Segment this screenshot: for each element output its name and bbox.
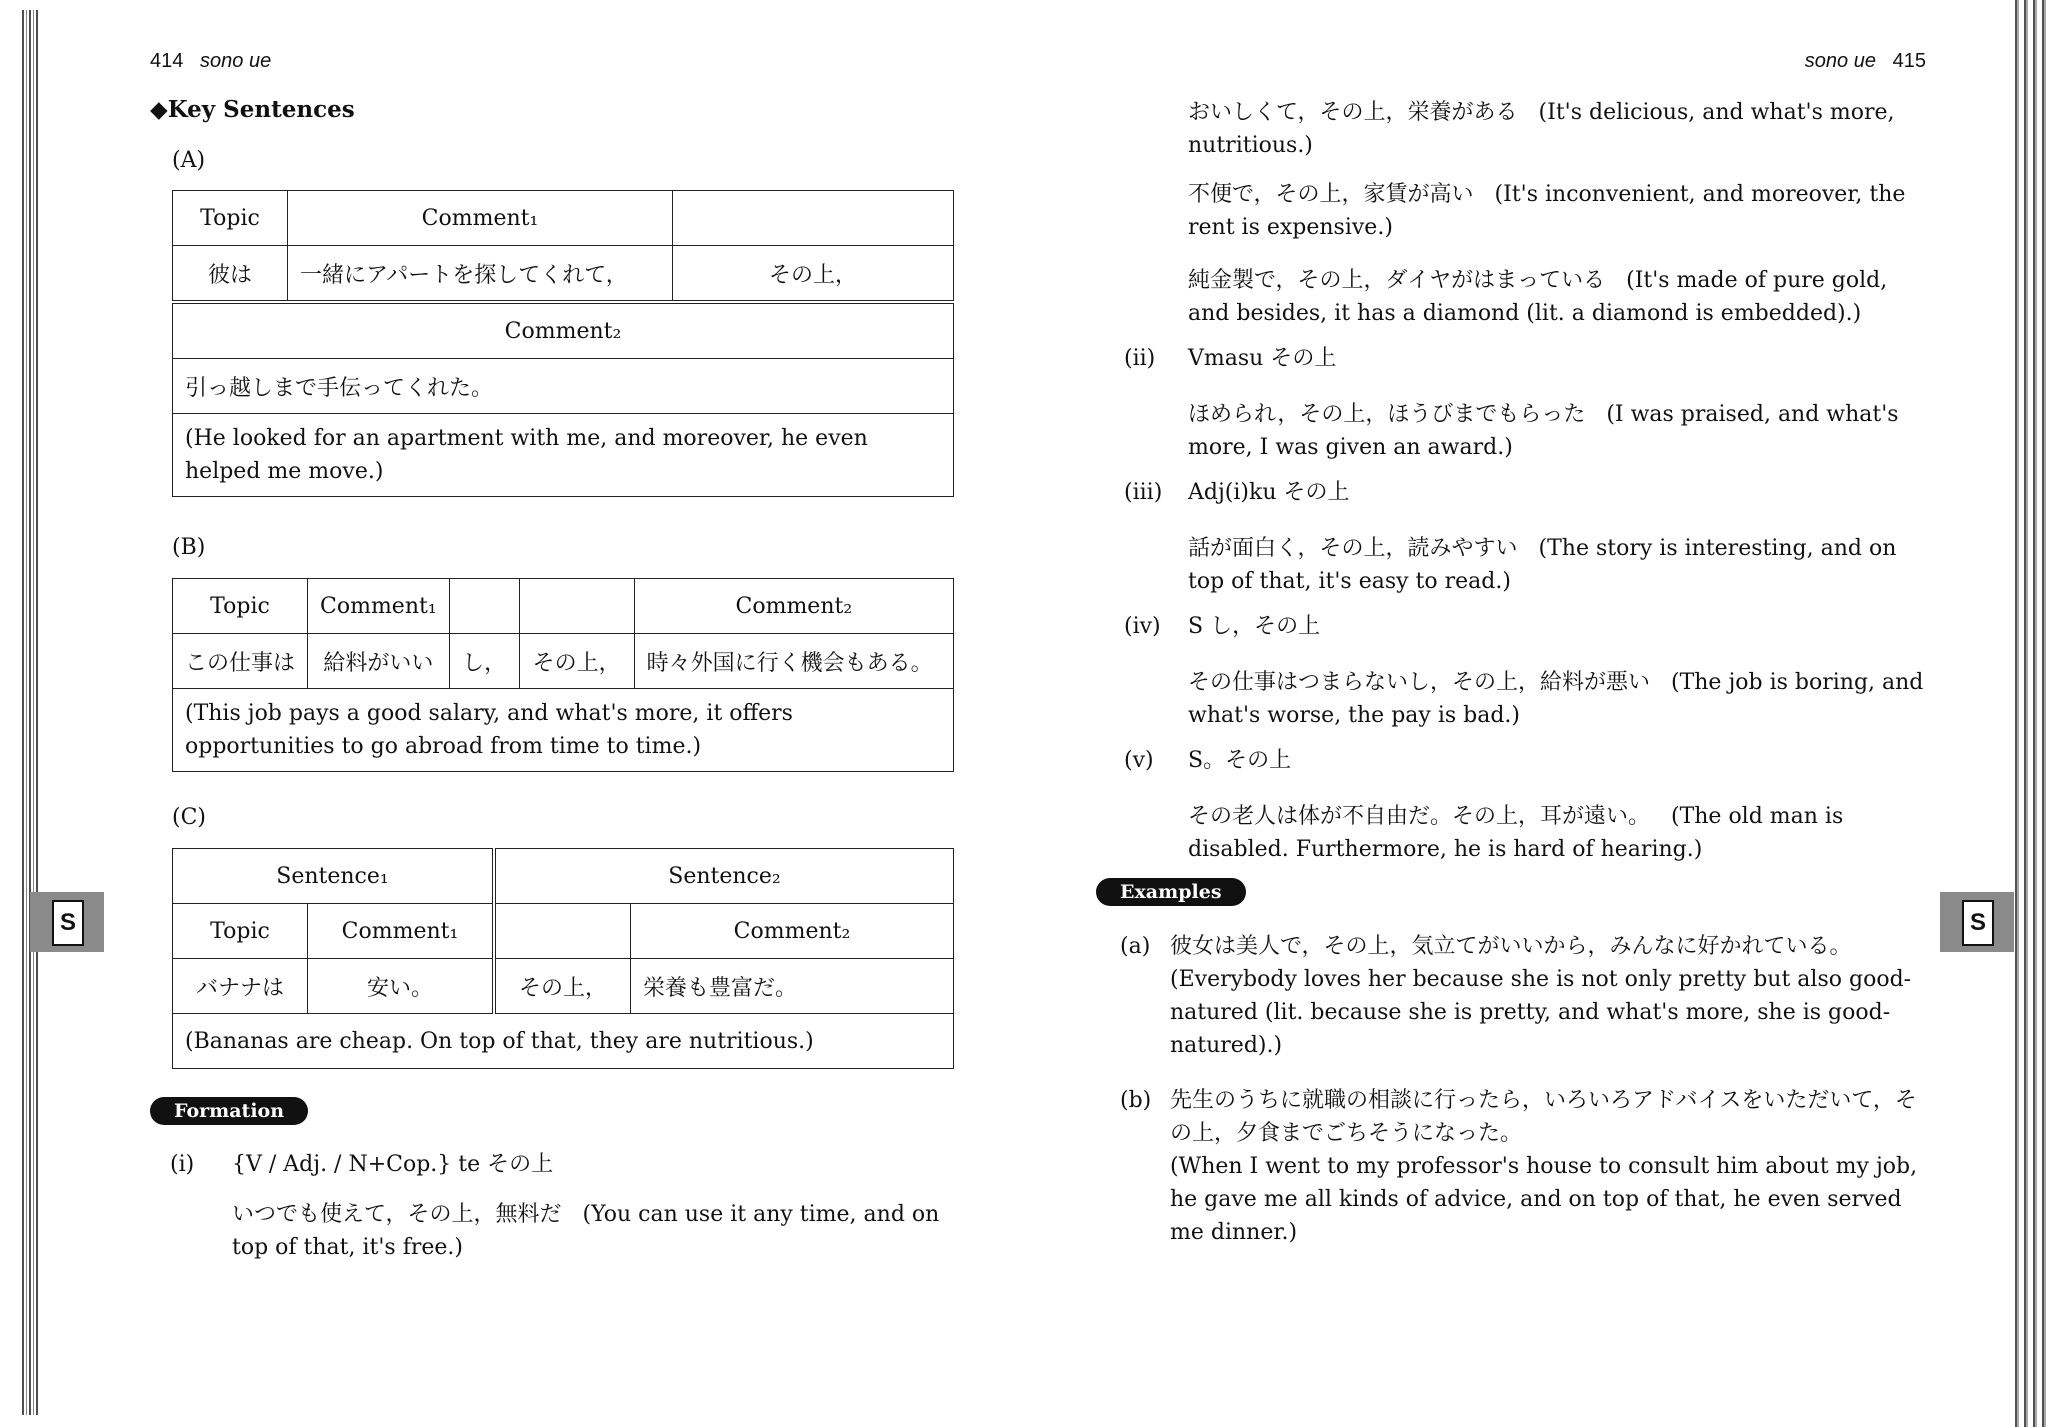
example-en: (It's delicious, and what's more, nutritious.) (1188, 100, 1895, 158)
table-a (172, 190, 954, 497)
table-cell: 一緒にアパートを探してくれて， (288, 246, 673, 303)
example-jp: 話が面白く，その上，読みやすい (1188, 536, 1518, 561)
example-en: (The old man is disabled. Furthermore, he is hard of hearing.) (1188, 804, 1844, 862)
table-header: Comment₂ (173, 302, 954, 359)
table-header: Comment₁ (288, 191, 673, 246)
table-c (172, 848, 954, 1069)
table-header (449, 579, 519, 634)
table-header: Sentence₁ (173, 849, 495, 904)
running-title: sono ue (1804, 50, 1876, 72)
formation-pattern: S。その上 (1188, 748, 1292, 773)
table-cell: その上， (673, 246, 954, 303)
formation-label: Formation (150, 1097, 308, 1125)
page-edge (2012, 0, 2048, 1427)
formation-number: (ii) (1124, 346, 1156, 371)
formation-pattern: {V / Adj. / N+Cop.} te その上 (232, 1152, 554, 1177)
formation-example (1188, 178, 1928, 244)
formation-example (1188, 96, 1928, 162)
table-cell: その上， (519, 634, 634, 689)
table-b-label: (B) (172, 535, 206, 560)
table-header: Comment₂ (634, 579, 953, 634)
example-jp: 先生のうちに就職の相談に行ったら，いろいろアドバイスをいただいて，その上，夕食までごちそうになった。 (1170, 1088, 1917, 1146)
example-jp: その老人は体が不自由だ。その上，耳が遠い。 (1188, 804, 1651, 829)
table-cell: 時々外国に行く機会もある。 (634, 634, 953, 689)
table-b (172, 578, 954, 772)
table-header: Comment₁ (308, 904, 495, 959)
right-running-header (1805, 50, 1926, 73)
table-cell: 安い。 (308, 959, 495, 1014)
table-translation: (This job pays a good salary, and what's more, it offers opportunities to go abroad from time to time.) (173, 689, 954, 772)
table-translation: (He looked for an apartment with me, and moreover, he even helped me move.) (173, 414, 954, 497)
section-tab (1940, 892, 2014, 952)
example-number: (a) (1120, 934, 1151, 959)
table-a-label: (A) (172, 148, 206, 173)
example-jp: ほめられ，その上，ほうびまでもらった (1188, 402, 1586, 427)
table-cell: 給料がいい (308, 634, 450, 689)
section-tab (30, 892, 104, 952)
formation-example (1188, 264, 1928, 330)
example-jp: いつでも使えて，その上，無料だ (232, 1202, 562, 1227)
section-tab-letter: S (52, 900, 84, 946)
example-jp: 彼女は美人で，その上，気立てがいいから，みんなに好かれている。 (1170, 934, 1852, 959)
formation-example (1188, 800, 1928, 866)
formation-example (1188, 398, 1928, 464)
formation-number: (v) (1124, 748, 1154, 773)
table-translation: (Bananas are cheap. On top of that, they are nutritious.) (173, 1014, 954, 1069)
table-header: Topic (173, 191, 288, 246)
example-en: (Everybody loves her because she is not only pretty but also good-natured (lit. because she is pretty, and what's more, she is good-natured).) (1170, 967, 1912, 1058)
formation-pattern: Vmasu その上 (1188, 346, 1337, 371)
example-item (1170, 930, 1930, 1062)
example-en: (It's made of pure gold, and besides, it has a diamond (lit. a diamond is embedded).) (1188, 268, 1888, 326)
formation-example (232, 1198, 954, 1264)
page-edge (22, 10, 40, 1415)
example-en: (I was praised, and what's more, I was given an award.) (1188, 402, 1899, 460)
table-header (519, 579, 634, 634)
examples-label: Examples (1096, 878, 1246, 906)
right-page (1024, 0, 2048, 1427)
key-sentences-heading: ◆Key Sentences (150, 96, 355, 123)
table-header (673, 191, 954, 246)
formation-number: (iv) (1124, 614, 1161, 639)
formation-example (1188, 666, 1928, 732)
table-header: Comment₁ (308, 579, 450, 634)
section-tab-letter: S (1962, 900, 1994, 946)
table-cell: し， (449, 634, 519, 689)
example-en: (When I went to my professor's house to consult him about my job, he gave me all kinds of advice, and on top of that, he even served me dinner.) (1170, 1154, 1918, 1245)
table-header: Sentence₂ (494, 849, 954, 904)
table-cell: 引っ越しまで手伝ってくれた。 (173, 359, 954, 414)
table-cell: この仕事は (173, 634, 308, 689)
formation-number: (iii) (1124, 480, 1163, 505)
example-jp: おいしくて，その上，栄養がある (1188, 100, 1518, 125)
example-en: (The job is boring, and what's worse, the pay is bad.) (1188, 670, 1924, 728)
example-en: (You can use it any time, and on top of that, it's free.) (232, 1202, 940, 1260)
running-title: sono ue (200, 50, 272, 72)
table-header: Topic (173, 904, 308, 959)
formation-number: (i) (170, 1152, 195, 1177)
example-en: (It's inconvenient, and moreover, the rent is expensive.) (1188, 182, 1906, 240)
example-jp: 不便で，その上，家賃が高い (1188, 182, 1474, 207)
table-header: Comment₂ (631, 904, 954, 959)
example-en: (The story is interesting, and on top of that, it's easy to read.) (1188, 536, 1897, 594)
left-running-header (150, 50, 271, 73)
table-header: Topic (173, 579, 308, 634)
formation-pattern: S し，その上 (1188, 614, 1321, 639)
table-header (494, 904, 631, 959)
page-number: 415 (1892, 50, 1926, 72)
table-cell: 栄養も豊富だ。 (631, 959, 954, 1014)
example-jp: 純金製で，その上，ダイヤがはまっている (1188, 268, 1606, 293)
table-c-label: (C) (172, 805, 206, 830)
formation-pattern: Adj(i)ku その上 (1188, 480, 1350, 505)
example-number: (b) (1120, 1088, 1152, 1113)
table-cell: 彼は (173, 246, 288, 303)
page-number: 414 (150, 50, 184, 72)
table-cell: その上， (494, 959, 631, 1014)
formation-example (1188, 532, 1928, 598)
table-cell: バナナは (173, 959, 308, 1014)
example-item (1170, 1084, 1930, 1249)
example-jp: その仕事はつまらないし，その上，給料が悪い (1188, 670, 1651, 695)
